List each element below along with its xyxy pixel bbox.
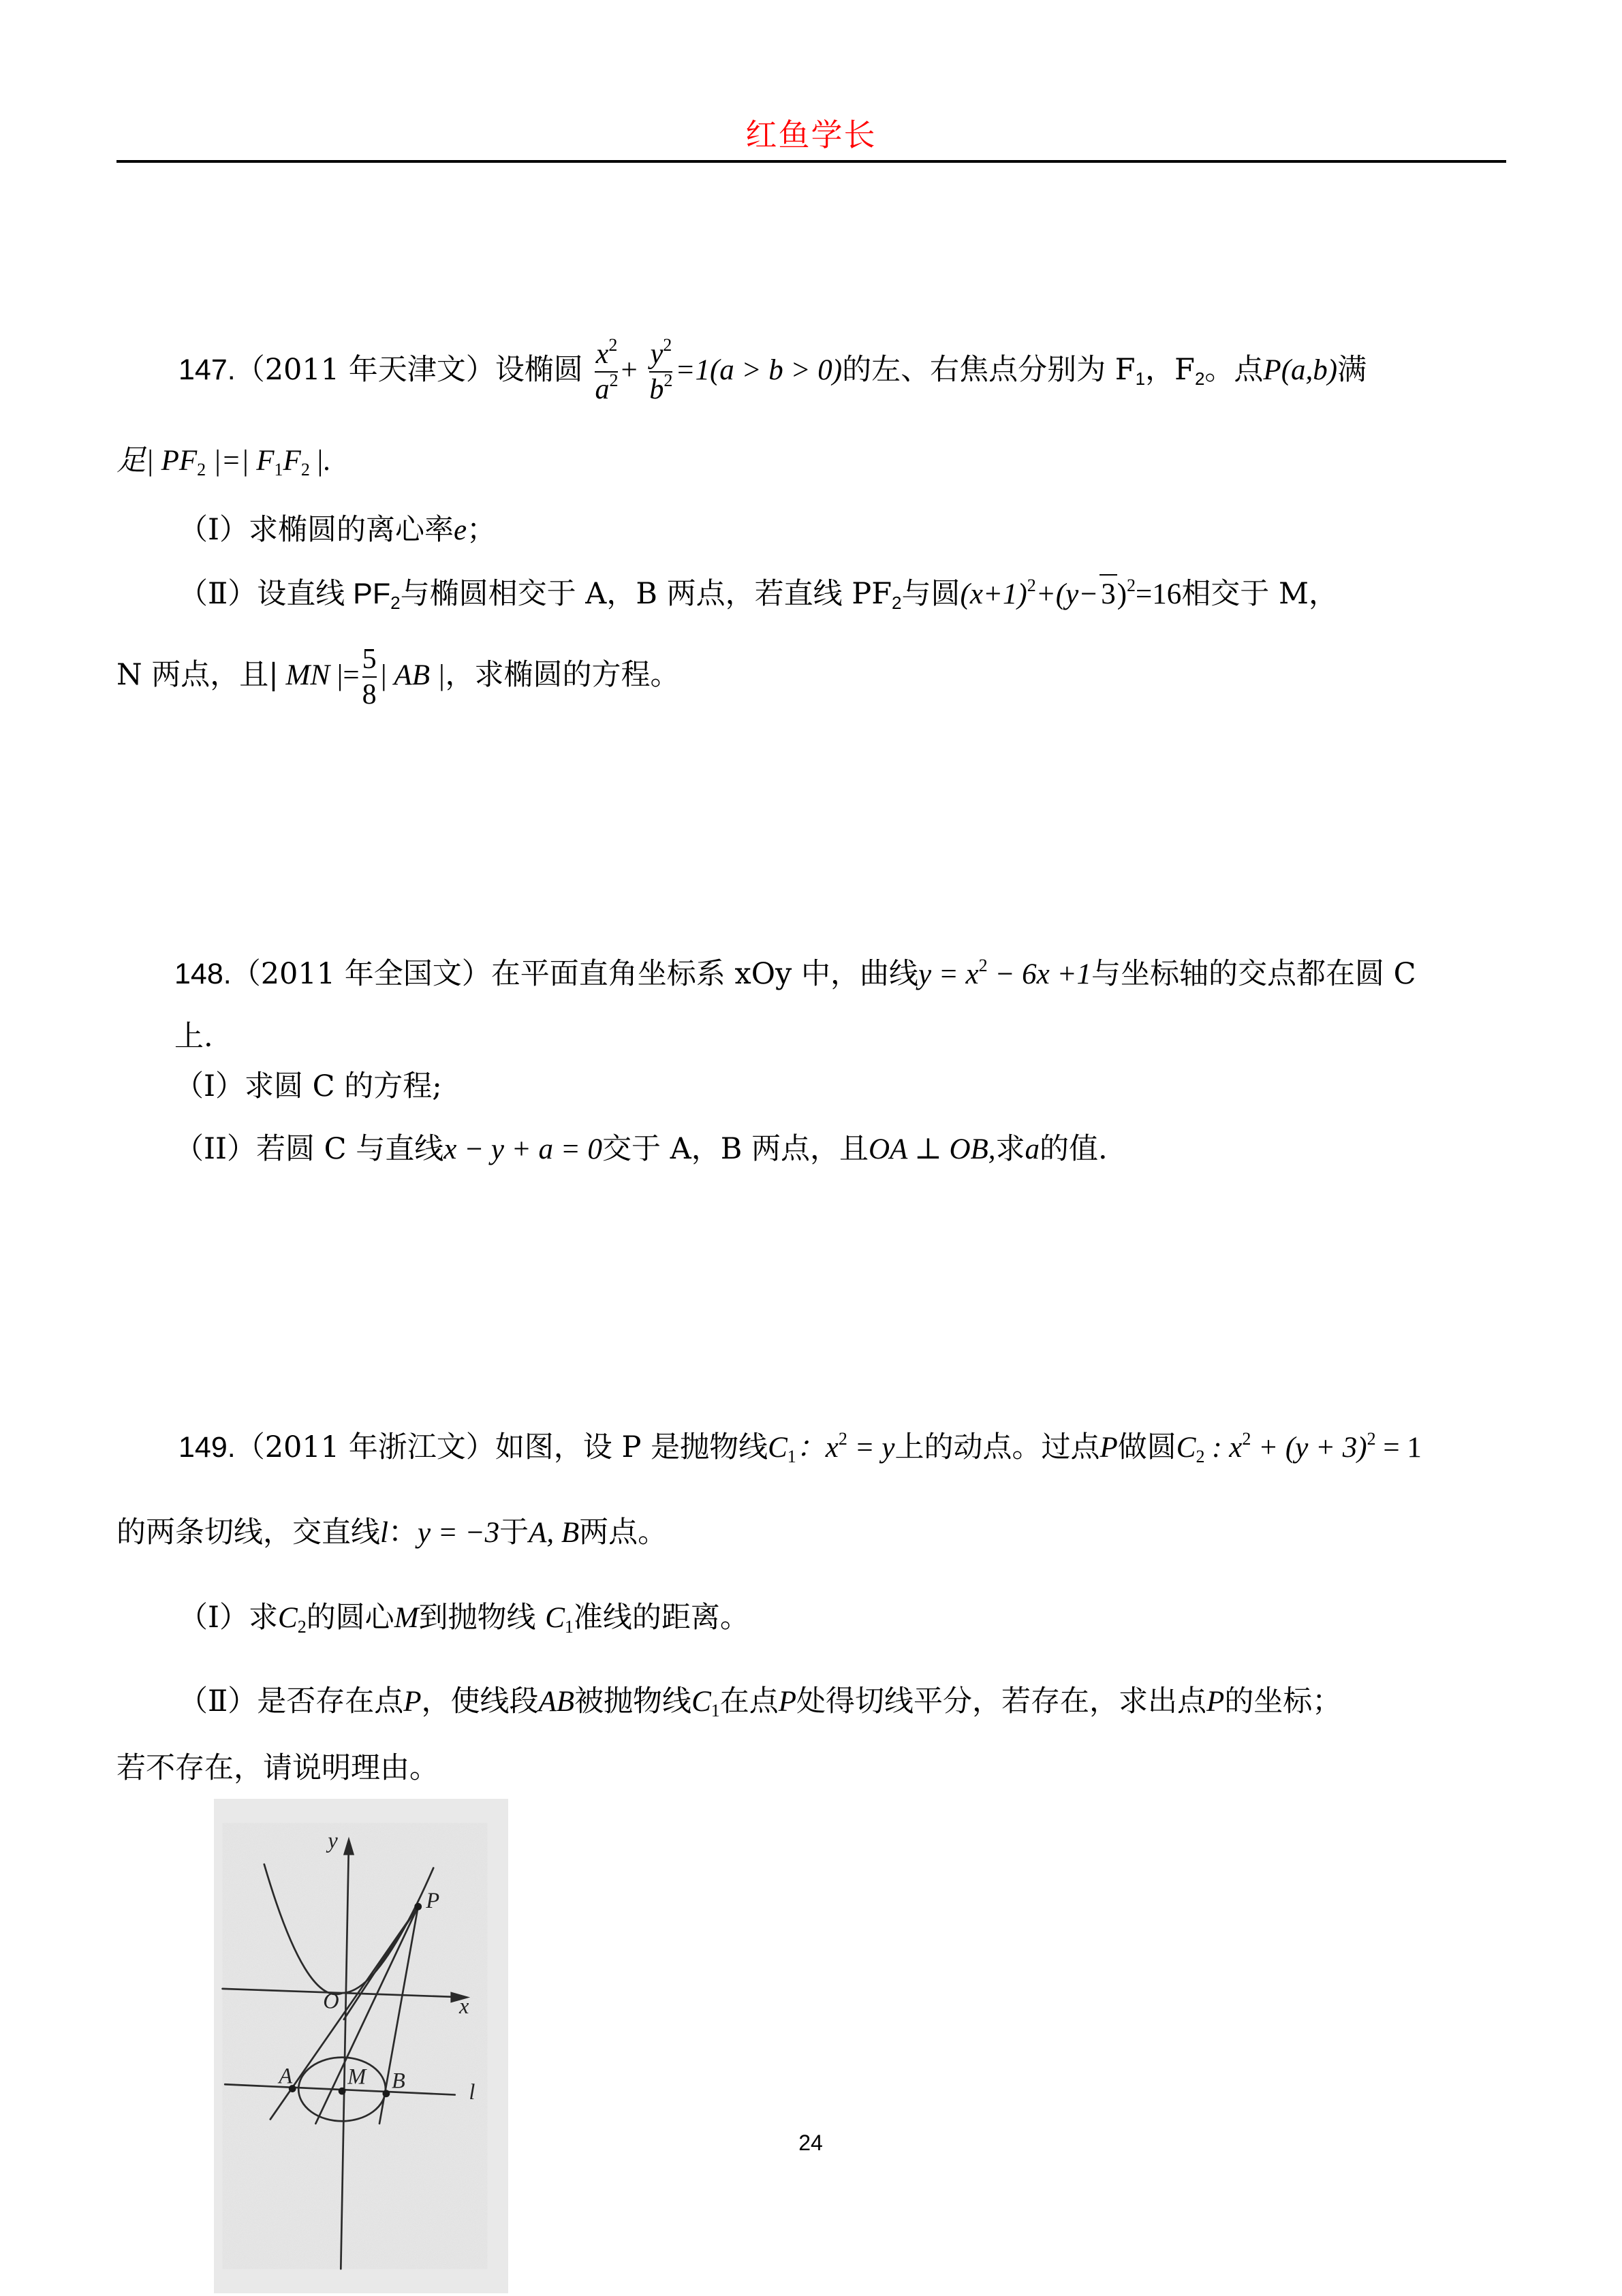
origin-label: O <box>323 1989 339 2014</box>
text: ； <box>467 513 497 547</box>
problem-text: 如图，设 P 是抛物线 <box>495 1430 768 1464</box>
point-P-label: P <box>426 1889 440 1914</box>
part-text: 的值. <box>1040 1132 1108 1166</box>
part-label: （Ⅰ） <box>178 513 249 547</box>
problem-number: 147. <box>178 353 236 386</box>
problem-147-part-2: （Ⅱ）设直线 $PF_2$与椭圆相交于 A，B 两点，若直线 $PF_2$与圆$(x+1)^2+(y-3)^2=16$相交于 M， <box>178 576 1339 613</box>
header-title: 红鱼学长 <box>745 116 877 153</box>
curve-C1: C <box>691 1686 711 1718</box>
subscript: 2 <box>1196 1447 1205 1466</box>
point-B-dot <box>383 2090 390 2097</box>
part-text: 处得切线平分，若存在，求出点 <box>796 1684 1207 1718</box>
part-text: 到抛物线 <box>418 1601 536 1635</box>
problem-148-part-1 <box>174 1067 442 1105</box>
condition-text: |. <box>309 445 330 477</box>
part-text: ，使线段 <box>421 1684 539 1718</box>
header-divider <box>116 160 1506 163</box>
part-text: 在点 <box>719 1684 779 1718</box>
part-text: 求圆 C 的方程; <box>245 1069 442 1103</box>
subscript: 1 <box>274 460 283 479</box>
problem-text: 的两条切线，交直线 <box>116 1515 380 1550</box>
problem-text: 做圆 <box>1117 1430 1176 1464</box>
subscript: 1 <box>1135 368 1146 389</box>
part-text: N 两点，且| <box>116 658 279 692</box>
point-M-dot <box>339 2088 346 2095</box>
problem-source: （2011 年全国文） <box>231 957 491 991</box>
subscript: 2 <box>297 1617 307 1637</box>
frac-numerator: y <box>650 339 664 370</box>
part-text: 求 <box>995 1132 1025 1166</box>
problem-text: 与坐标轴的交点都在圆 C <box>1091 957 1416 991</box>
part-label: （Ⅱ） <box>178 577 258 611</box>
problem-148-line-2 <box>174 1018 213 1056</box>
fraction-x2-a2: $\frac{x^2}{a^2}$ <box>595 335 619 405</box>
circle-equation: +(y− <box>1035 578 1099 610</box>
points-AB: A, B <box>529 1517 580 1549</box>
part-text: 准线的距离。 <box>573 1601 749 1635</box>
circle-equation: =16 <box>1136 578 1182 610</box>
curve-C1: C <box>545 1602 565 1634</box>
plus-sign: + <box>621 354 638 386</box>
problem-149-line-2 <box>116 1513 667 1552</box>
subscript: 2 <box>390 593 401 613</box>
problem-147-line-2 <box>116 441 330 480</box>
problem-source: （2011 年浙江文） <box>235 1430 495 1464</box>
line-l: l <box>380 1517 388 1549</box>
text: ，F <box>1145 353 1195 387</box>
line-l-label: l <box>469 2079 475 2105</box>
problem-number: 149. <box>178 1431 236 1464</box>
fraction-y2-b2: $\frac{y^2}{b^2}$ <box>649 335 673 405</box>
sqrt-value: 3 <box>1101 578 1116 610</box>
perpendicular-condition: OA ⊥ OB, <box>868 1133 996 1165</box>
segment-AB: AB <box>538 1686 575 1718</box>
condition-text: 足| PF <box>116 445 198 477</box>
page-number: 24 <box>798 2130 823 2155</box>
parabola-equation: ：x <box>796 1432 839 1464</box>
condition-text: F <box>283 445 301 477</box>
part-text: 与椭圆相交于 A，B 两点，若直线 PF <box>400 577 892 611</box>
point-M: M <box>394 1602 419 1634</box>
subscript: 2 <box>1194 368 1205 389</box>
frac-denominator: 8 <box>362 679 377 710</box>
frac-denominator: a <box>595 374 610 405</box>
segment-MN: MN <box>278 659 337 691</box>
fraction-5-8 <box>362 644 377 710</box>
subscript: 1 <box>564 1617 574 1637</box>
point-M-label: M <box>347 2064 366 2090</box>
circle-equation: (x+1) <box>960 578 1027 610</box>
subscript: 2 <box>300 460 310 479</box>
circle-equation: : x <box>1204 1432 1243 1464</box>
text: 设椭圆 <box>495 353 583 387</box>
line-equation: y = −3 <box>417 1517 500 1549</box>
curve-equation: − 6x +1 <box>987 958 1092 990</box>
parabola-equation: = y <box>847 1432 895 1464</box>
part-label: （Ⅱ） <box>178 1684 258 1718</box>
frac-denominator: b <box>649 374 664 405</box>
part-text: 是否存在点 <box>257 1684 404 1718</box>
problem-text: 上的动点。过点 <box>894 1430 1100 1464</box>
subscript: 2 <box>197 460 206 479</box>
point-P: P(a,b) <box>1263 354 1338 386</box>
problem-text: 上. <box>174 1020 213 1054</box>
variable-e: e <box>454 514 467 546</box>
problem-147-part-1 <box>178 511 496 550</box>
point-P: P <box>778 1686 797 1718</box>
part-label: （Ⅰ） <box>178 1601 249 1635</box>
circle-equation: = 1 <box>1375 1432 1422 1464</box>
part-text: 与圆 <box>901 577 961 611</box>
part-text: 的圆心 <box>306 1601 394 1635</box>
segment-AB: | AB | <box>379 659 446 691</box>
parabola-circle-diagram <box>214 1799 508 2293</box>
subscript: 1 <box>711 1701 720 1720</box>
problem-149-part-2 <box>178 1682 1341 1721</box>
problem-source: （2011 年天津文） <box>235 353 495 387</box>
sqrt-3 <box>1099 574 1117 614</box>
curve-equation: y = x <box>918 958 979 990</box>
part-text: 求椭圆的离心率 <box>249 513 454 547</box>
circle-equation: + (y + 3) <box>1251 1432 1367 1464</box>
point-P: P <box>1206 1686 1225 1718</box>
problem-149-part-1 <box>178 1599 749 1637</box>
point-P: P <box>403 1686 422 1718</box>
problem-147-part-2-line-2 <box>116 644 680 710</box>
ellipse-condition: =1(a > b > 0) <box>675 354 843 386</box>
part-text: ，求椭圆的方程。 <box>445 658 680 692</box>
variable-a: a <box>1025 1133 1040 1165</box>
problem-148-line-1: 148.（2011 年全国文）在平面直角坐标系 xOy 中，曲线$y = x^2 - 6x +1$与坐标轴的交点都在圆 C <box>174 956 1416 991</box>
point-P: P <box>1099 1432 1118 1464</box>
equals: |= <box>337 659 360 691</box>
problem-147-line-1 <box>178 335 1367 405</box>
problem-text: 于 <box>499 1515 529 1550</box>
x-axis-label: x <box>459 1994 469 2019</box>
part-text: 相交于 M， <box>1181 577 1339 611</box>
part-text: 设直线 PF <box>257 578 391 610</box>
y-axis-label: y <box>328 1828 338 1853</box>
point-B-label: B <box>392 2069 405 2094</box>
line-equation: x − y + a = 0 <box>443 1133 602 1165</box>
geometry-figure <box>214 1799 508 2293</box>
frac-numerator: x <box>595 339 609 370</box>
circle-C2: C <box>278 1602 298 1634</box>
curve-C1: C <box>768 1432 787 1464</box>
problem-number: 148. <box>174 958 232 990</box>
part-text: 的坐标； <box>1224 1684 1342 1718</box>
point-A-label: A <box>279 2064 293 2089</box>
condition-text: |=| F <box>206 445 275 477</box>
text: 。点 <box>1204 353 1264 387</box>
part-label: （I） <box>174 1069 245 1103</box>
problem-148-part-2 <box>174 1130 1108 1169</box>
problem-149-line-1: 149.（2011 年浙江文）如图，设 P 是抛物线$C_1$：$x^2 = y$上的动点。过点P做圆$C_2$ : $x^2 + (y + 3)^2 = 1$ <box>178 1429 1422 1466</box>
problem-text: 两点。 <box>579 1515 668 1550</box>
circle-C2: C <box>1176 1432 1196 1464</box>
part-text: 若圆 C 与直线 <box>255 1132 444 1166</box>
problem-text: 在平面直角坐标系 xOy 中，曲线 <box>490 957 918 991</box>
frac-numerator: 5 <box>362 644 377 675</box>
part-text: 求 <box>249 1601 278 1635</box>
problem-149-part-2-line-2 <box>116 1749 439 1787</box>
text: 的左、右焦点分别为 F <box>842 353 1136 387</box>
circle-equation: ) <box>1117 578 1127 610</box>
part-label: （II） <box>174 1132 256 1166</box>
point-P-dot <box>414 1903 422 1910</box>
part-text: 被抛物线 <box>574 1684 692 1718</box>
problem-text: ： <box>388 1515 418 1550</box>
part-text: 若不存在，请说明理由。 <box>116 1751 439 1785</box>
subscript: 2 <box>892 593 902 613</box>
part-text: 交于 A，B 两点，且 <box>602 1132 869 1166</box>
subscript: 1 <box>787 1447 796 1466</box>
text: 满 <box>1337 353 1367 387</box>
